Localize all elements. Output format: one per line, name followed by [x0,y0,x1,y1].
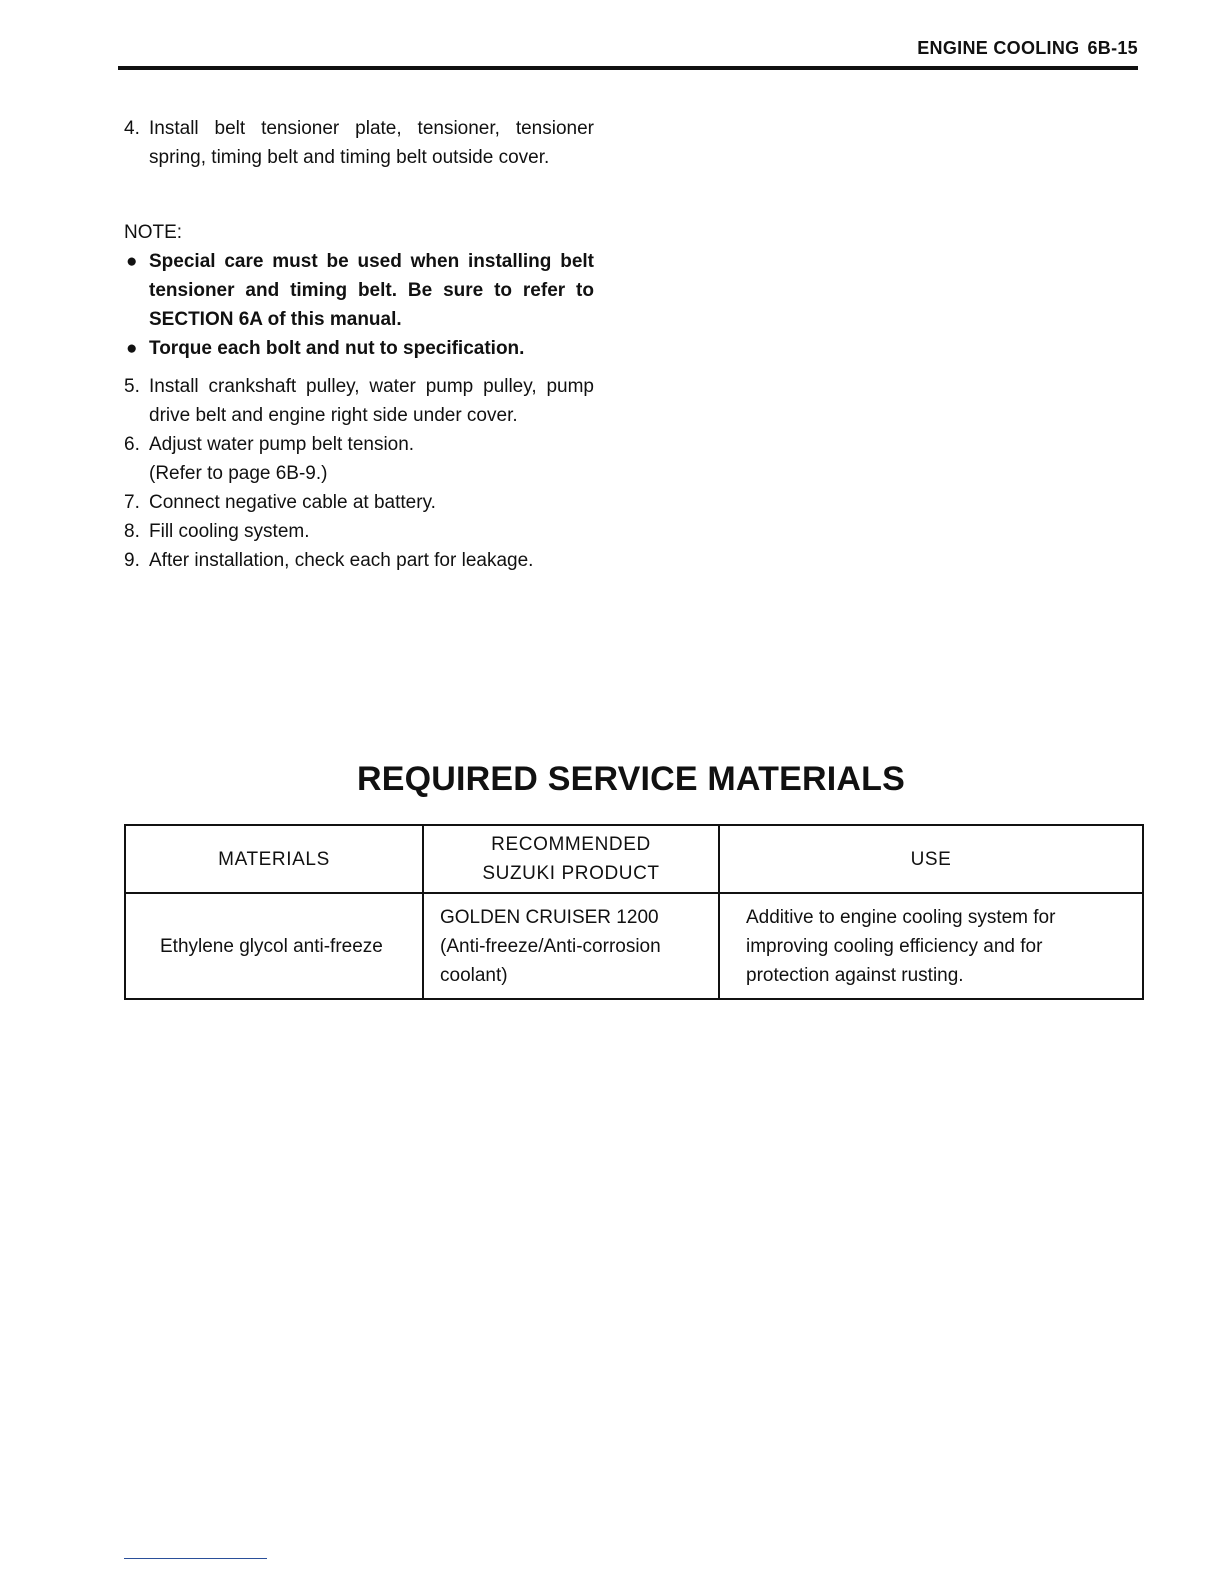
note-item [124,247,594,334]
step-text: Fill cooling system. [149,521,310,542]
header-product-line: SUZUKI PRODUCT [482,863,660,884]
header-product [423,825,719,893]
running-header [917,38,1138,59]
step-number: 5. [124,376,140,397]
section-title: REQUIRED SERVICE MATERIALS [356,760,905,798]
step-text: Install crankshaft pulley, water pump pulley, pump drive belt and engine right side under cover. [149,376,594,426]
step-number: 9. [124,550,140,571]
bullet-icon: ● [126,338,138,359]
procedure-step [124,488,594,517]
note-block [124,218,594,363]
step-text: Adjust water pump belt tension. [149,434,415,455]
product-name: GOLDEN CRUISER 1200 [440,906,659,928]
note-item [124,334,594,363]
procedure-steps-second [124,372,594,575]
header-use: USE [719,825,1143,893]
header-materials: MATERIALS [125,825,423,893]
cell-use: Additive to engine cooling system for improving cooling efficiency and for protection against rusting. [719,893,1143,999]
note-item-text: Special care must be used when installing belt tensioner and timing belt. Be sure to refer to SECTION 6A of this manual. [149,251,594,330]
header-section-title: ENGINE COOLING [917,38,1080,58]
step-text: Connect negative cable at battery. [149,492,436,513]
procedure-step [124,546,594,575]
procedure-step [124,372,594,430]
step-number: 4. [124,118,140,139]
note-item-text: Torque each bolt and nut to specification. [149,338,525,359]
header-rule [118,66,1138,70]
materials-table [124,824,1144,1000]
procedure-step [124,114,594,172]
step-text: After installation, check each part for leakage. [149,550,534,571]
step-text: Install belt tensioner plate, tensioner, tensioner spring, timing belt and timing belt outside cover. [149,118,594,168]
table-header-row [125,825,1143,893]
cell-product [423,893,719,999]
step-text: (Refer to page 6B-9.) [149,463,328,484]
step-number: 6. [124,434,140,455]
procedure-steps-first [124,114,594,172]
page-number: 6B-15 [1087,38,1138,58]
procedure-step [124,430,594,459]
step-number: 7. [124,492,140,513]
header-product-line: RECOMMENDED [491,834,651,855]
note-label: NOTE: [124,222,183,243]
procedure-step [124,517,594,546]
product-description: (Anti-freeze/Anti-corrosion coolant) [440,935,661,986]
footer-rule [124,1558,267,1559]
cell-materials: Ethylene glycol anti-freeze [125,893,423,999]
procedure-step-continuation [124,459,594,488]
table-row [125,893,1143,999]
bullet-icon: ● [126,251,138,272]
step-number: 8. [124,521,140,542]
